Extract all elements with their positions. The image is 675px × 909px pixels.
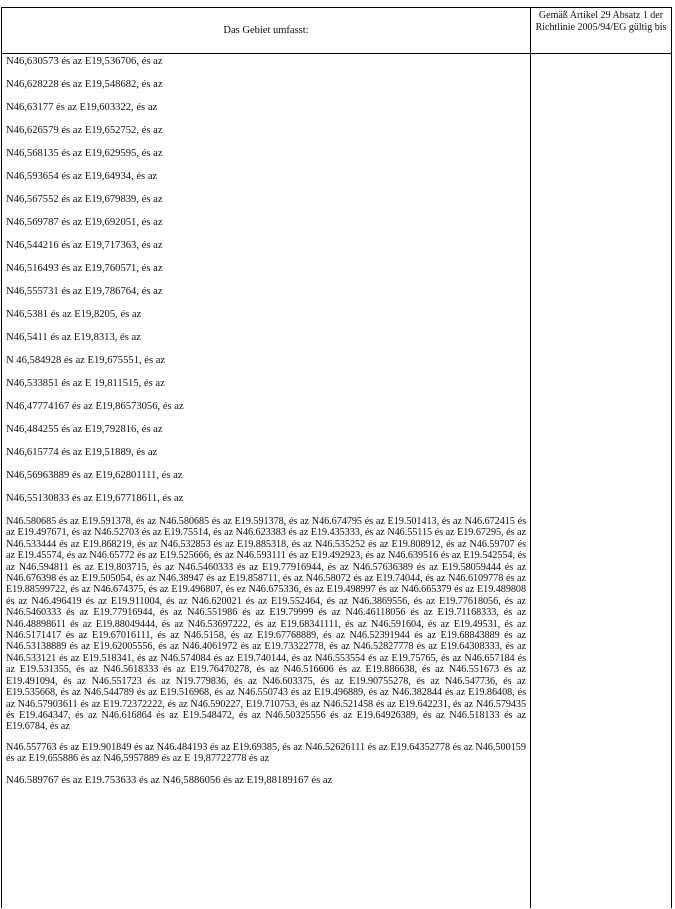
coordinate-row: N46,516493 és az E19,760571, és az	[6, 263, 163, 274]
table-left-border	[1, 7, 2, 908]
coordinate-row: N46,628228 és az E19,548682, és az	[6, 79, 163, 90]
coordinate-row: N46,5381 és az E19,8205, és az	[6, 309, 142, 320]
coordinate-row: N46,47774167 és az E19,86573056, és az	[6, 401, 184, 412]
coordinate-row: N46,55130833 és az E19,67718611, és az	[6, 493, 184, 504]
coordinate-paragraph: N46.557763 és az E19.901849 és az N46.484193 és az E19.69385, és az N46.52626111 és az E19.64352778 és az N46.500159 és az E19.655886 és az N46,5957889 és az E 19,87722778 és az	[6, 741, 526, 765]
coordinate-row: N46,484255 és az E19,792816, és az	[6, 424, 163, 435]
coordinate-row: N46,630573 és az E19,536706, és az	[6, 56, 163, 67]
coordinate-row: N46,615774 és az E19,51889, és az	[6, 447, 158, 458]
column-divider	[530, 7, 531, 908]
table-right-border	[671, 7, 672, 908]
coordinate-row: N46,569787 és az E19,692051, és az	[6, 217, 163, 228]
column-header-area	[2, 8, 530, 53]
header-divider	[1, 53, 672, 54]
coordinate-row: N46,555731 és az E19,786764, és az	[6, 286, 163, 297]
coordinate-row: N46,56963889 és az E19,62801111, és az	[6, 470, 183, 481]
coordinate-row: N46,567552 és az E19,679839, és az	[6, 194, 163, 205]
coordinate-row: N46,593654 és az E19,64934, és az	[6, 171, 158, 182]
coordinate-row: N46.589767 és az E19.753633 és az N46,5886056 és az E19,88189167 és az	[6, 774, 333, 786]
coordinate-row: N46,533851 és az E 19,811515, és az	[6, 378, 165, 389]
coordinate-row: N46,568135 és az E19,629595, és az	[6, 148, 163, 159]
column-header-validity	[531, 10, 671, 52]
coordinate-paragraph: N46.580685 és az E19.591378, és az N46.580685 és az E19.591378, és az N46.674795 és az E19.501413, és az N46.672415 és az E19.497671, és az N46.52703 és az E19.75514, és az N46.623383 és az E19.435333, és az N46.55115 és az E19.67295, és az N46.533444 és az E19.868219, és az N46.532853 és az E19.885318, és az N46.535252 és az E19.808912, és az N46.59707 és az E19.45574, és az N46.65772 és az E19.525666, és az N46.593111 és az E19.492923, és az N46.639516 és az E19.542554, és az N46.594811 és az E19.803715, és az N46.5460333 és az E19.77916944, és az N46.57636389 és az E19.58059444 és az N46.676398 és az E19.505054, és az N46.38947 és az E19.858711, és az N46.58072 és az E19.74044, és az N46.6109778 és az E19.88599722, és az N46.674375, és az E19.496807, és ez N46.675336, és az E19.498997 és az N46.665379 és az E19.489808 és az N46.496419 és az E19.911004, és az N46.620021 és az E19.552464, és az N46.3869556, és az E19.77618056, és az N46.5460333 és az E19.77916944, és az N46.551986 és az E19.79999 és az N46.46118056 és az E19.71168333, és az N46.48898611 és az E19.88049444, és az N46.53697222, és az E19.68341111, és az N46.591604, és az E19.49531, és az N46.5171417 és az E19.67016111, és az N46.5158, és az E19.67768889, és az N46.52391944 és az E19.68843889 és az N46.53138889 és az E19.62005556, és az N46.4061972 és az E19.73322778, és az N46.52827778 és az E19.64308333, és az N46.533121 és az E19.518341, és az N46.574084 és az E19.740144, és az N46.553554 és az E19.75765, és az N46.657184 és az E19.531355, és az N46.5618333 és az E19.76470278, és az N46.516606 és az E19.886638, és az N46.551673 és az E19.491094, és az N46.551723 és az N19.779836, és az N46.603375, és az E19.90755278, és az N46.547736, és az E19.535668, és az N46.544789 és az E19.516968, és az N46.550743 és az E19.496889, és az N46.382844 és az E19.86408, és az N46.57903611 és az E19.72372222, és az N46.590227, E19.710753, és az N46.521458 és az E19.642231, és az N46.579435 és E19.464347, és az N46.616864 és az E19.548472, és az N46.50325556 és az E19.64926389, és az N46.518133 és az E19.6784, és az	[6, 516, 526, 733]
coordinate-row: N 46,584928 és az E19,675551, és az	[6, 355, 166, 366]
area-header-label: Das Gebiet umfasst:	[223, 25, 309, 36]
coordinate-row: N46,63177 és az E19,603322, és az	[6, 102, 158, 113]
coordinate-list	[6, 56, 526, 787]
coordinate-row: N46,5411 és az E19,8313, és az	[6, 332, 141, 343]
coordinate-row: N46,626579 és az E19,652752, és az	[6, 125, 163, 136]
coordinate-row: N46,544216 és az E19,717363, és az	[6, 240, 163, 251]
validity-header-label: Gemäß Artikel 29 Absatz 1 der Richtlinie 2005/94/EG gültig bis	[535, 10, 667, 33]
